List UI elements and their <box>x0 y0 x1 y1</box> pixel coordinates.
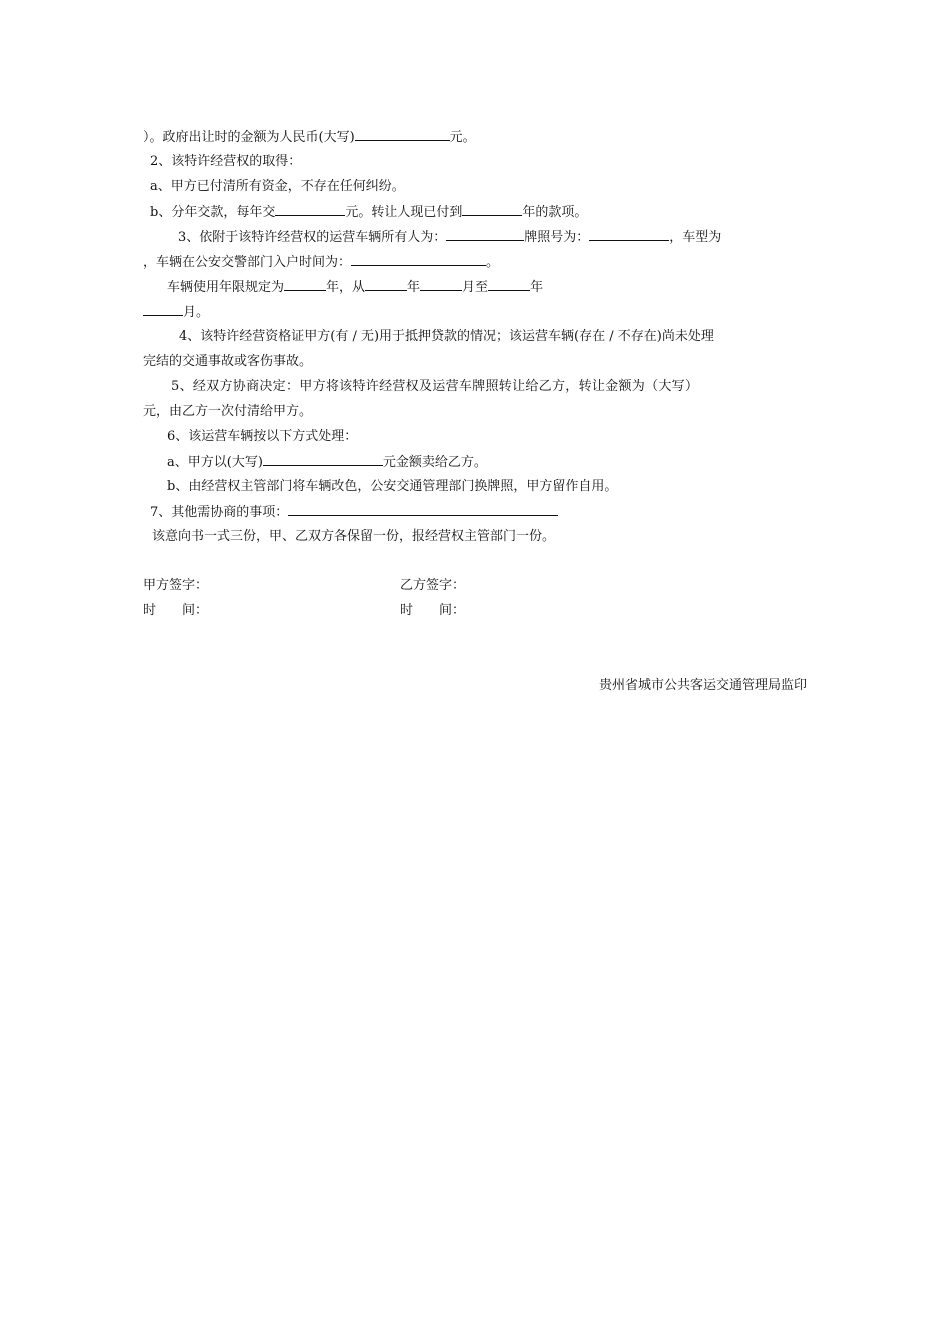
text: 年的款项。 <box>522 205 588 220</box>
text: 该意向书一式三份，甲、乙双方各保留一份，报经营权主管部门一份。 <box>152 529 556 544</box>
blank-field[interactable] <box>420 278 462 291</box>
text: 月。 <box>183 305 210 320</box>
text: 年 <box>530 280 544 295</box>
item-4-line-2 <box>143 353 312 371</box>
text: 月至 <box>462 280 489 295</box>
item-3-line-2 <box>143 253 499 272</box>
item-5-line-1 <box>171 378 698 396</box>
item-2-heading <box>150 153 301 171</box>
text: b、分年交款，每年交 <box>150 205 276 220</box>
party-b-signature-label: 乙方签字： <box>400 578 466 593</box>
text: 元。 <box>449 130 476 145</box>
item-6b <box>167 478 617 496</box>
blank-field[interactable] <box>275 203 345 216</box>
blank-field[interactable] <box>355 128 450 141</box>
issuing-authority-footer: 贵州省城市公共客运交通管理局监印 <box>598 678 807 693</box>
text: 。 <box>486 255 500 270</box>
text: 7、其他需协商的事项： <box>150 505 289 520</box>
text: ，车型为 <box>669 230 722 245</box>
text: 3、依附于该特许经营权的运营车辆所有人为： <box>178 230 447 245</box>
item-3-line-4 <box>143 303 209 322</box>
blank-field[interactable] <box>351 253 486 266</box>
text: b、由经营权主管部门将车辆改色，公安交通管理部门换牌照，甲方留作自用。 <box>167 479 618 494</box>
item-2a <box>150 178 405 196</box>
line-government-amount <box>143 128 476 147</box>
item-5-line-2 <box>143 403 312 421</box>
text: 完结的交通事故或客伤事故。 <box>143 354 313 369</box>
item-2b <box>150 203 587 222</box>
item-3-line-3 <box>167 278 543 297</box>
text: a、甲方已付清所有资金，不存在任何纠纷。 <box>150 179 405 194</box>
item-7 <box>150 503 558 522</box>
party-b-time-label: 时 间： <box>400 603 466 618</box>
blank-field[interactable] <box>589 228 669 241</box>
text: 6、该运营车辆按以下方式处理： <box>167 429 358 444</box>
blank-field[interactable] <box>488 278 530 291</box>
text: 牌照号为： <box>524 230 590 245</box>
text: 年，从 <box>326 280 366 295</box>
item-6-heading <box>167 428 357 446</box>
blank-field[interactable] <box>284 278 326 291</box>
text: ）。政府出让时的金额为人民币(大写) <box>143 130 355 145</box>
text: 5、经双方协商决定：甲方将该特许经营权及运营车牌照转让给乙方，转让金额为（大写） <box>171 379 699 394</box>
item-6a <box>167 453 487 472</box>
blank-field[interactable] <box>446 228 524 241</box>
closing-statement <box>152 528 555 546</box>
text: ，车辆在公安交警部门入户时间为： <box>143 255 352 270</box>
text: 车辆使用年限规定为 <box>167 280 285 295</box>
text: 元金额卖给乙方。 <box>382 455 487 470</box>
blank-field[interactable] <box>365 278 407 291</box>
item-3-line-1 <box>178 228 721 247</box>
text: 2、该特许经营权的取得： <box>150 154 302 169</box>
text: 年 <box>407 280 421 295</box>
party-a-signature-label: 甲方签字： <box>143 578 209 593</box>
blank-field[interactable] <box>462 203 522 216</box>
blank-field[interactable] <box>143 303 183 316</box>
item-4-line-1 <box>179 328 714 346</box>
text: 元，由乙方一次付清给甲方。 <box>143 404 313 419</box>
blank-field[interactable] <box>288 503 558 516</box>
text: 4、该特许经营资格证甲方(有 / 无)用于抵押贷款的情况；该运营车辆(存在 / 不存在)尚未处理 <box>179 329 714 344</box>
text: a、甲方以(大写) <box>167 455 263 470</box>
text: 元。转让人现已付到 <box>345 205 463 220</box>
party-a-time-label: 时 间： <box>143 603 209 618</box>
blank-field[interactable] <box>263 453 383 466</box>
